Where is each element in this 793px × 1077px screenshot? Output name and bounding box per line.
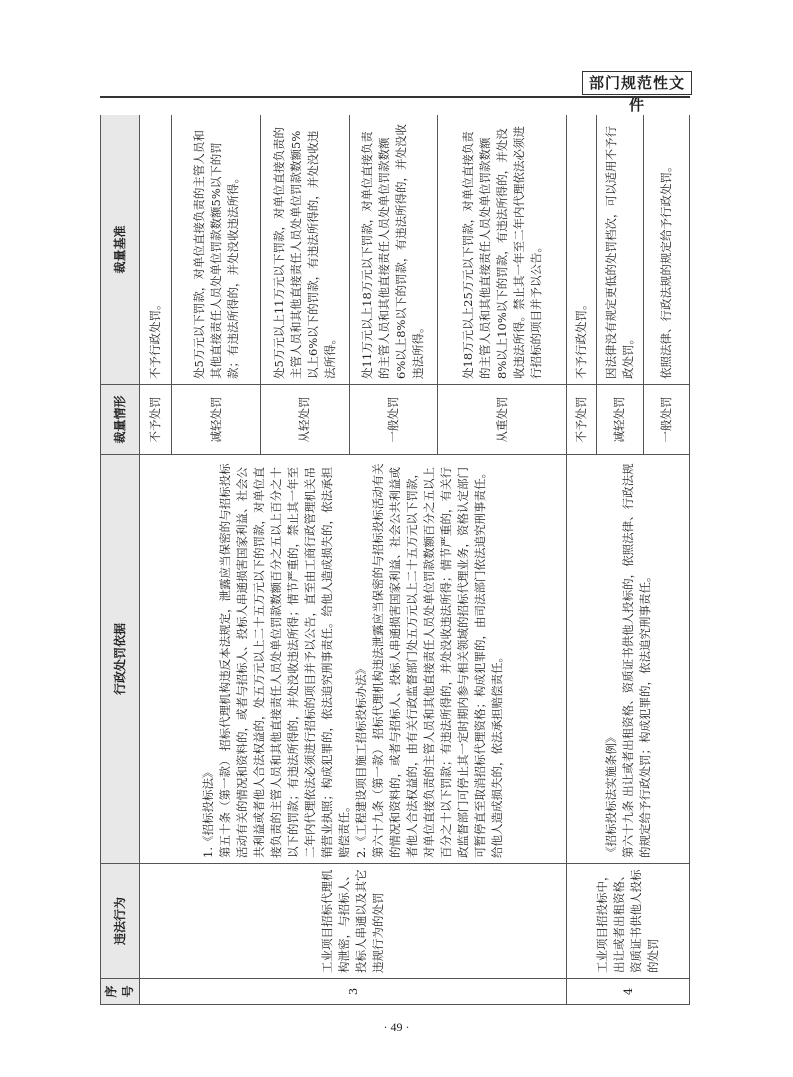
standard-cell: 处5万元以下罚款，对单位直接负责的主管人员和其他直接责任人员处单位罚款数额5%以下的罚款；有违法所得的，并处没收违法所得。 bbox=[172, 115, 261, 385]
page-number: · 49 · bbox=[383, 1020, 410, 1034]
circumstance-cell: 从重处罚 bbox=[438, 385, 567, 455]
basis-law-title: 2.《工程建设项目施工招标投标办法》 bbox=[354, 663, 369, 858]
header-no: 序号 bbox=[101, 979, 140, 1005]
circumstance-cell: 从轻处罚 bbox=[260, 385, 349, 455]
basis-law-text: 第六十九条（第一款） 招标代理机构违法泄露应当保密的与招标投标活动有关的情况和资料的，或者与招标人、投标人串通损害国家利益、社会公共利益或者他人合法权益的，由有关行政监督部门处五万元以上二十五万元以下罚款，对单位直接负责的主管人员和其他直接责任人员处单位罚款数额百分之五以上百分之十以下罚款；有违法所得的，并处没收违法所得；情节严重的，有关行政监督部门可停止其一定时期内参与相关领域的招标代理业务，资格认定部门可暂停直至取消招标代理资格；构成犯罪的，由司法部门依法追究刑事责任。给他人造成损失的，依法承担赔偿责任。 bbox=[371, 463, 505, 858]
row-number: 3 bbox=[140, 979, 567, 1005]
standard-cell: 处5万元以上11万元以下罚款，对单位直接负责的主管人员和其他直接责任人员处单位罚款数额5%以上6%以下的罚款，有违法所得的，并处没收违法所得。 bbox=[260, 115, 349, 385]
header-standard: 裁量基准 bbox=[101, 115, 140, 385]
header-rule bbox=[100, 96, 690, 98]
standard-cell: 依照法律、行政法规的规定给予行政处罚。 bbox=[643, 115, 689, 385]
violation-act: 工业项目招标代理机构泄密，与招标人、投标人串通以及其它违规行为的处罚 bbox=[140, 864, 567, 979]
basis-law-title: 《招标投标法实施条例》 bbox=[603, 731, 618, 858]
table-row bbox=[140, 115, 172, 1005]
standard-cell: 处18万元以上25万元以下罚款，对单位直接负责的主管人员和其他直接责任人员处单位罚款数额8%以上10%以下的罚款，有违法所得的，并处没收违法所得。禁止其一年至二年内代理依法必须进行招标的项目并予以公告。 bbox=[438, 115, 567, 385]
circumstance-cell: 一般处罚 bbox=[643, 385, 689, 455]
standard-cell: 不予行政处罚。 bbox=[567, 115, 597, 385]
penalty-basis bbox=[567, 455, 690, 864]
section-tag: 部门规范性文件 bbox=[582, 71, 692, 95]
penalty-basis bbox=[140, 455, 567, 864]
table-row bbox=[567, 115, 597, 1005]
header-circumstance: 裁量情形 bbox=[101, 385, 140, 455]
basis-law-text: 第六十九条 出让或者出租资格、资质证书供他人投标的，依照法律、行政法规的规定给予行政处罚；构成犯罪的，依法追究刑事责任。 bbox=[620, 463, 652, 858]
circumstance-cell: 一般处罚 bbox=[349, 385, 438, 455]
circumstance-cell: 减轻处罚 bbox=[597, 385, 643, 455]
table-header-row bbox=[101, 115, 140, 1005]
circumstance-cell: 不予处罚 bbox=[140, 385, 172, 455]
header-basis: 行政处罚依据 bbox=[101, 455, 140, 864]
rotated-table bbox=[100, 115, 690, 1005]
basis-law-text: 第五十条（第一款） 招标代理机构违反本法规定，泄露应当保密的与招标投标活动有关的情况和资料的，或者与招标人、投标人串通损害国家利益、社会公共利益或者他人合法权益的，处五万元以上二十五万元以下的罚款，对单位直接负责的主管人员和其他直接责任人员处单位罚款数额百分之五以上百分之十以下的罚款；有违法所得的，并处没收违法所得；情节严重的，禁止其一年至二年内代理依法必须进行招标的项目并予以公告，直至由工商行政管理机关吊销营业执照；构成犯罪的，依法追究刑事责任。给他人造成损失的，依法承担赔偿责任。 bbox=[218, 463, 352, 858]
circumstance-cell: 不予处罚 bbox=[567, 385, 597, 455]
penalty-table bbox=[100, 115, 690, 1005]
basis-law-title: 1.《招标投标法》 bbox=[201, 766, 216, 858]
circumstance-cell: 减轻处罚 bbox=[172, 385, 261, 455]
standard-cell: 因法律没有规定更低的处罚档次，可以适用不予行政处罚。 bbox=[597, 115, 643, 385]
rotated-table-frame bbox=[100, 115, 690, 1005]
header-act: 违法行为 bbox=[101, 864, 140, 979]
row-number: 4 bbox=[567, 979, 690, 1005]
standard-cell: 处11万元以上18万元以下罚款，对单位直接负责的主管人员和其他直接责任人员处单位罚款数额6%以上8%以下的罚款，有违法所得的，并处没收违法所得。 bbox=[349, 115, 438, 385]
standard-cell: 不予行政处罚。 bbox=[140, 115, 172, 385]
violation-act: 工业项目招投标中，出让或者出租资格、资质证书供他人投标的处罚 bbox=[567, 864, 690, 979]
